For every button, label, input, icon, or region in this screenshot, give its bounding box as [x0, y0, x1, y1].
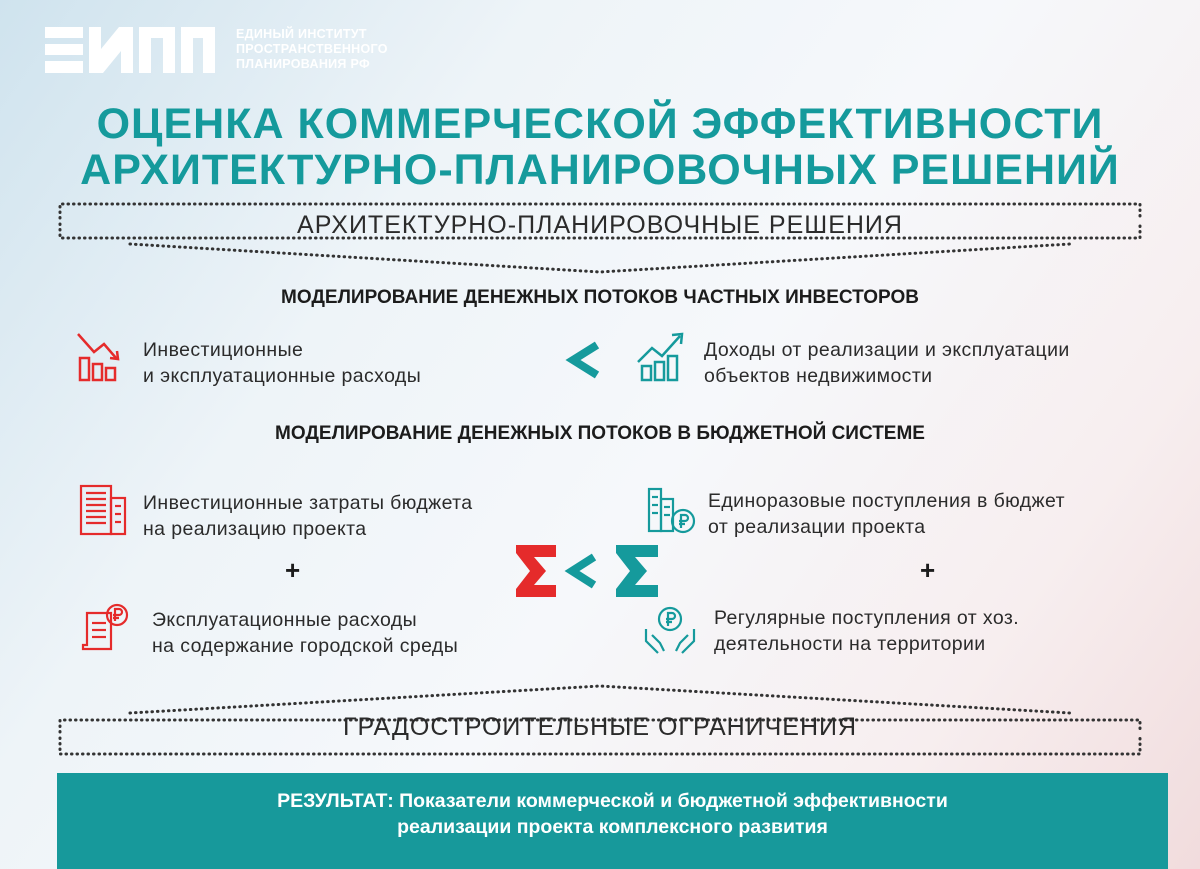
org-name-line2: ПРОСТРАНСТВЕННОГО	[236, 42, 388, 56]
private-section-heading: МОДЕЛИРОВАНИЕ ДЕНЕЖНЫХ ПОТОКОВ ЧАСТНЫХ ИНВЕСТОРОВ	[281, 287, 919, 308]
left-plus-sign: +	[285, 555, 301, 585]
private-expenses-line1: Инвестиционные	[143, 339, 304, 361]
city-ruble-icon	[645, 485, 697, 537]
budget-onetime-line1: Единоразовые поступления в бюджет	[708, 490, 1065, 512]
page-title-line1: ОЦЕНКА КОММЕРЧЕСКОЙ ЭФФЕКТИВНОСТИ	[96, 100, 1104, 148]
private-income-line2: объектов недвижимости	[704, 365, 933, 387]
budget-regular-line1: Регулярные поступления от хоз.	[714, 607, 1020, 629]
org-name-line1: ЕДИНЫЙ ИНСТИТУТ	[236, 27, 367, 41]
page-title-line2: АРХИТЕКТУРНО-ПЛАНИРОВОЧНЫХ РЕШЕНИЙ	[80, 146, 1120, 194]
less-than-sign	[565, 340, 605, 380]
budget-investment-text	[143, 490, 473, 542]
budget-onetime-text	[708, 488, 1065, 540]
private-income-text	[704, 337, 1070, 389]
private-expenses-text	[143, 337, 421, 389]
org-name-line3: ПЛАНИРОВАНИЯ РФ	[236, 57, 370, 71]
result-line1	[57, 788, 1168, 814]
result-text-line2: реализации проекта комплексного развития	[397, 816, 828, 838]
budget-maintenance-line1: Эксплуатационные расходы	[152, 609, 418, 631]
private-income-line1: Доходы от реализации и эксплуатации	[704, 339, 1070, 361]
right-plus-sign: +	[920, 555, 936, 585]
declining-chart-icon	[76, 332, 128, 384]
result-prefix: РЕЗУЛЬТАТ:	[277, 790, 394, 812]
sigma-right-symbol	[616, 545, 658, 597]
budget-regular-text	[714, 605, 1019, 657]
eipp-logo-icon	[45, 27, 215, 73]
ruble-document-icon	[79, 603, 131, 655]
hands-ruble-icon	[644, 605, 696, 657]
budget-regular-line2: деятельности на территории	[714, 633, 986, 655]
sum-comparison	[512, 543, 662, 599]
budget-maintenance-text	[152, 607, 458, 659]
building-icon	[77, 484, 129, 536]
result-box	[57, 773, 1168, 869]
budget-investment-line2: на реализацию проекта	[143, 518, 367, 540]
budget-maintenance-line2: на содержание городской среды	[152, 635, 459, 657]
org-name	[236, 27, 388, 72]
result-text-line1: Показатели коммерческой и бюджетной эффективности	[399, 790, 948, 812]
budget-investment-line1: Инвестиционные затраты бюджета	[143, 492, 473, 514]
budget-section-heading: МОДЕЛИРОВАНИЕ ДЕНЕЖНЫХ ПОТОКОВ В БЮДЖЕТНОЙ СИСТЕМЕ	[275, 423, 925, 444]
bottom-frame-label: ГРАДОСТРОИТЕЛЬНЫЕ ОГРАНИЧЕНИЯ	[342, 713, 858, 741]
sigma-left-symbol	[516, 545, 556, 597]
growing-chart-icon	[636, 330, 688, 382]
private-expenses-line2: и эксплуатационные расходы	[143, 365, 422, 387]
budget-onetime-line2: от реализации проекта	[708, 516, 926, 538]
top-frame-label: АРХИТЕКТУРНО-ПЛАНИРОВОЧНЫЕ РЕШЕНИЯ	[297, 211, 903, 239]
sum-less-than-sign	[572, 557, 594, 585]
